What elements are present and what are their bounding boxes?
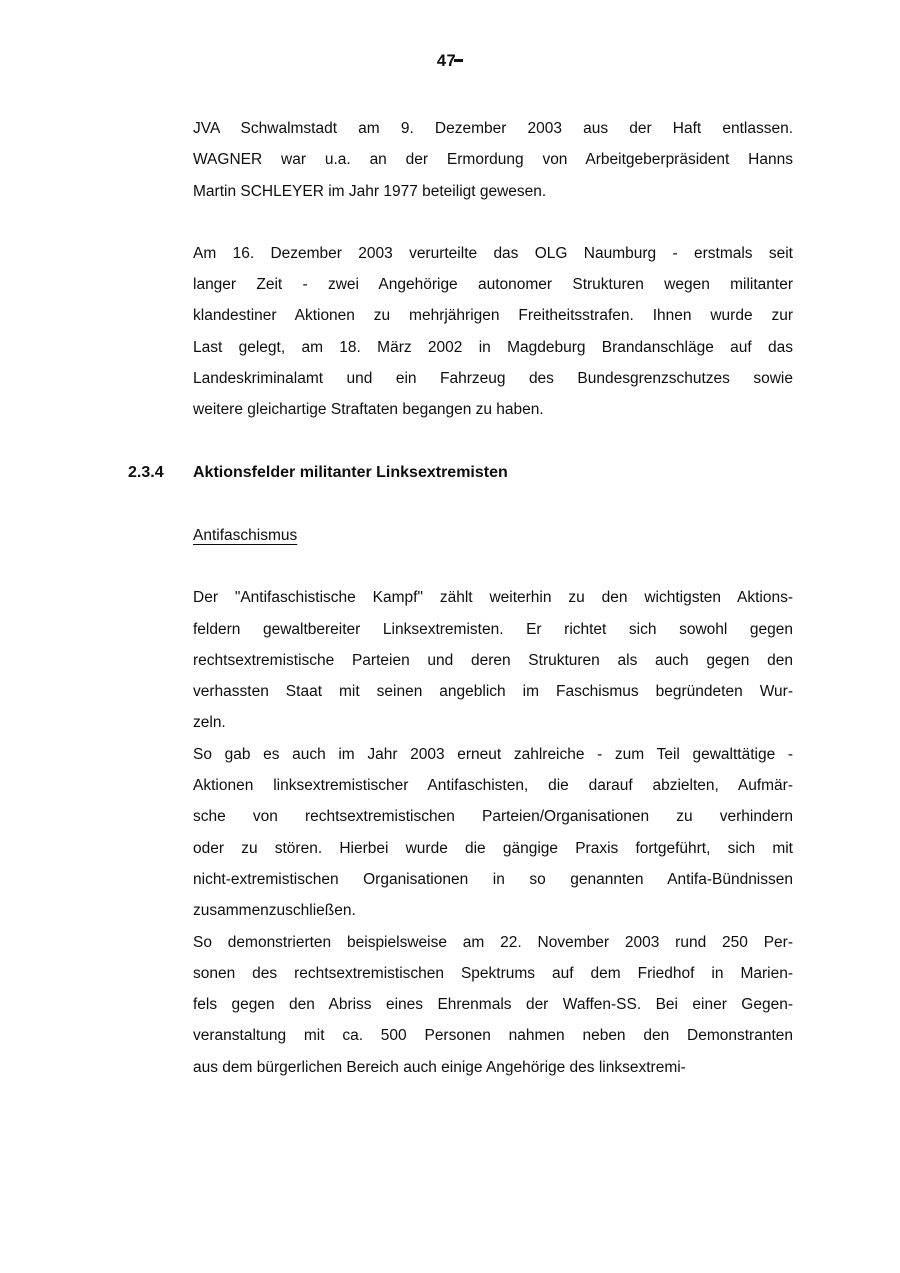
text-line: fels gegen den Abriss eines Ehrenmals der Waffen-SS. Bei einer Gegen- bbox=[193, 996, 793, 1014]
text-line: Last gelegt, am 18. März 2002 in Magdeburg Brandanschläge auf das bbox=[193, 338, 793, 356]
text-line: Der "Antifaschistische Kampf" zählt weiterhin zu den wichtigsten Aktions- bbox=[193, 589, 793, 607]
text-line: So demonstrierten beispielsweise am 22. November 2003 rund 250 Per- bbox=[193, 933, 793, 951]
text-line: oder zu stören. Hierbei wurde die gängige Praxis fortgeführt, sich mit bbox=[193, 839, 793, 857]
text-line: langer Zeit - zwei Angehörige autonomer Strukturen wegen militanter bbox=[193, 276, 793, 294]
text-line: Am 16. Dezember 2003 verurteilte das OLG Naumburg - erstmals seit bbox=[193, 244, 793, 262]
text-line: WAGNER war u.a. an der Ermordung von Arbeitgeberpräsident Hanns bbox=[193, 151, 793, 169]
subsection-title: Antifaschismus bbox=[193, 526, 298, 544]
paragraph-antifaschistischer-kampf bbox=[193, 582, 793, 738]
text-line: sonen des rechtsextremistischen Spektrums auf dem Friedhof in Marien- bbox=[193, 964, 793, 982]
text-line: weitere gleichartige Straftaten begangen zu haben. bbox=[193, 401, 544, 419]
text-line: feldern gewaltbereiter Linksextremisten. Er richtet sich sowohl gegen bbox=[193, 620, 793, 638]
text-line: zusammenzuschließen. bbox=[193, 902, 356, 920]
paragraph-wagner-release bbox=[193, 113, 793, 207]
paragraph-olg-naumburg-verdict bbox=[193, 238, 793, 426]
paragraph-aktionen-2003 bbox=[193, 739, 793, 927]
section-title: Aktionsfelder militanter Linksextremisten bbox=[193, 463, 508, 481]
section-heading bbox=[128, 457, 793, 488]
text-line: nicht-extremistischen Organisationen in so genannten Antifa-Bündnissen bbox=[193, 870, 793, 888]
text-line: klandestiner Aktionen zu mehrjährigen Freitheitsstrafen. Ihnen wurde zur bbox=[193, 307, 793, 325]
text-line: JVA Schwalmstadt am 9. Dezember 2003 aus der Haft entlassen. bbox=[193, 120, 793, 137]
text-line: aus dem bürgerlichen Bereich auch einige Angehörige des linksextremi- bbox=[193, 1058, 686, 1076]
text-line: Aktionen linksextremistischer Antifaschisten, die darauf abzielten, Aufmär- bbox=[193, 777, 793, 795]
text-line: Landeskriminalamt und ein Fahrzeug des Bundesgrenzschutzes sowie bbox=[193, 370, 793, 388]
page-content bbox=[128, 113, 793, 1083]
text-line: sche von rechtsextremistischen Parteien/Organisationen zu verhindern bbox=[193, 808, 793, 826]
text-line: So gab es auch im Jahr 2003 erneut zahlreiche - zum Teil gewalttätige - bbox=[193, 745, 793, 763]
section-number: 2.3.4 bbox=[128, 463, 164, 481]
paragraph-marienfels-demo bbox=[193, 927, 793, 1083]
subsection-heading bbox=[193, 520, 793, 551]
page-number: 47 bbox=[0, 52, 900, 71]
text-line: verhassten Staat mit seinen angeblich im Faschismus begründeten Wur- bbox=[193, 683, 793, 701]
text-line: rechtsextremistische Parteien und deren Strukturen als auch gegen den bbox=[193, 651, 793, 669]
text-line: zeln. bbox=[193, 714, 226, 732]
text-line: Martin SCHLEYER im Jahr 1977 beteiligt gewesen. bbox=[193, 182, 547, 200]
text-line: veranstaltung mit ca. 500 Personen nahmen neben den Demonstranten bbox=[193, 1027, 793, 1045]
